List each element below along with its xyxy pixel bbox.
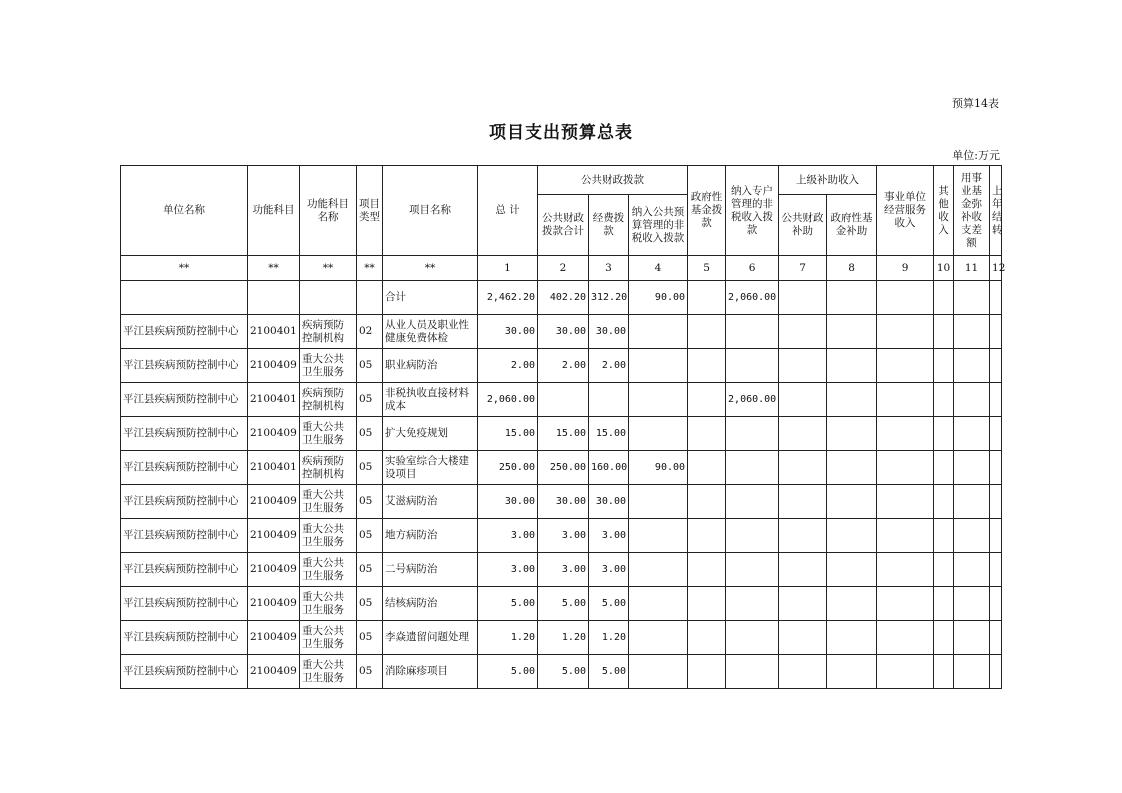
func-code-cell: 2100409	[248, 553, 300, 587]
budget-table	[120, 165, 1006, 689]
carryover-cell	[990, 553, 1002, 587]
func-code-cell: 2100409	[248, 621, 300, 655]
index-cell: **	[383, 256, 478, 281]
index-cell: 9	[877, 256, 934, 281]
proj-type-cell: 05	[357, 485, 383, 519]
total-nontax-public-cell: 90.00	[629, 281, 688, 315]
proj-name-cell: 地方病防治	[383, 519, 478, 553]
carryover-cell	[990, 519, 1002, 553]
total-cell: 2,462.20	[478, 281, 538, 315]
gov-fund-cell	[688, 451, 726, 485]
sup-gov-fund-cell	[827, 587, 877, 621]
unit-name-cell: 平江县疾病预防控制中心	[121, 383, 248, 417]
sup-public-cell	[779, 587, 827, 621]
gov-fund-cell	[688, 553, 726, 587]
index-cell: 1	[478, 256, 538, 281]
index-cell: **	[357, 256, 383, 281]
index-cell: 12	[990, 256, 1002, 281]
unit-name-cell: 平江县疾病预防控制中心	[121, 451, 248, 485]
table-row	[121, 553, 1002, 587]
table-row	[121, 383, 1002, 417]
proj-name-cell: 从业人员及职业性健康免费体检	[383, 315, 478, 349]
index-cell: 11	[954, 256, 990, 281]
fund-cover-cell	[954, 349, 990, 383]
header-unit-name: 单位名称	[121, 166, 248, 256]
header-other-income: 其他收入	[934, 166, 954, 256]
expense-cell: 3.00	[589, 519, 629, 553]
carryover-cell	[990, 451, 1002, 485]
nontax-special-cell: 2,060.00	[726, 383, 779, 417]
nontax-public-cell	[629, 417, 688, 451]
proj-name-cell: 职业病防治	[383, 349, 478, 383]
pf-total-cell	[538, 383, 589, 417]
fund-cover-cell	[954, 315, 990, 349]
expense-cell: 5.00	[589, 587, 629, 621]
header-total: 总 计	[478, 166, 538, 256]
pf-total-cell: 1.20	[538, 621, 589, 655]
carryover-cell	[990, 655, 1002, 689]
nontax-public-cell	[629, 315, 688, 349]
func-code-cell: 2100409	[248, 519, 300, 553]
fund-cover-cell	[954, 451, 990, 485]
unit-name-cell: 平江县疾病预防控制中心	[121, 315, 248, 349]
header-gov-fund: 政府性基金拨款	[688, 166, 726, 256]
fund-cover-cell	[954, 621, 990, 655]
other-income-cell	[934, 519, 954, 553]
sup-gov-fund-cell	[827, 553, 877, 587]
expense-cell: 1.20	[589, 621, 629, 655]
fund-cover-cell	[954, 655, 990, 689]
total-cell: 5.00	[478, 587, 538, 621]
header-proj-name: 项目名称	[383, 166, 478, 256]
header-business-income: 事业单位经营服务收入	[877, 166, 934, 256]
func-code-cell: 2100401	[248, 383, 300, 417]
total-label: 合计	[383, 281, 478, 315]
sup-public-cell	[779, 621, 827, 655]
header-carryover: 上年结转	[990, 166, 1002, 256]
table-row	[121, 315, 1002, 349]
table-row	[121, 451, 1002, 485]
business-income-cell	[877, 621, 934, 655]
func-code-cell: 2100409	[248, 587, 300, 621]
proj-type-cell: 05	[357, 349, 383, 383]
header-fund-cover: 用事业基金弥补收支差额	[954, 166, 990, 256]
nontax-special-cell	[726, 451, 779, 485]
func-code-cell: 2100409	[248, 485, 300, 519]
table-row	[121, 417, 1002, 451]
business-income-cell	[877, 383, 934, 417]
func-name-cell: 疾病预防控制机构	[300, 383, 357, 417]
pf-total-cell: 3.00	[538, 553, 589, 587]
carryover-cell	[990, 485, 1002, 519]
expense-cell: 2.00	[589, 349, 629, 383]
table-row	[121, 349, 1002, 383]
other-income-cell	[934, 553, 954, 587]
total-cell: 30.00	[478, 315, 538, 349]
unit-name-cell: 平江县疾病预防控制中心	[121, 519, 248, 553]
proj-type-cell: 05	[357, 621, 383, 655]
other-income-cell	[934, 417, 954, 451]
total-cell: 5.00	[478, 655, 538, 689]
carryover-cell	[990, 621, 1002, 655]
gov-fund-cell	[688, 417, 726, 451]
proj-name-cell: 消除麻疹项目	[383, 655, 478, 689]
pf-total-cell: 15.00	[538, 417, 589, 451]
expense-cell: 15.00	[589, 417, 629, 451]
gov-fund-cell	[688, 655, 726, 689]
other-income-cell	[934, 451, 954, 485]
gov-fund-cell	[688, 485, 726, 519]
unit-name-cell: 平江县疾病预防控制中心	[121, 485, 248, 519]
header-func-code: 功能科目	[248, 166, 300, 256]
header-proj-type: 项目类型	[357, 166, 383, 256]
proj-type-cell: 05	[357, 587, 383, 621]
nontax-special-cell	[726, 417, 779, 451]
proj-type-cell: 05	[357, 383, 383, 417]
fund-cover-cell	[954, 587, 990, 621]
header-expense-allot: 经费拨款	[589, 195, 629, 256]
pf-total-cell: 5.00	[538, 587, 589, 621]
business-income-cell	[877, 485, 934, 519]
func-name-cell: 重大公共卫生服务	[300, 417, 357, 451]
header-nontax-public: 纳入公共预算管理的非税收入拨款	[629, 195, 688, 256]
page-title: 项目支出预算总表	[489, 123, 633, 143]
sup-gov-fund-cell	[827, 417, 877, 451]
nontax-special-cell	[726, 315, 779, 349]
func-code-cell: 2100409	[248, 417, 300, 451]
func-code-cell: 2100409	[248, 349, 300, 383]
nontax-public-cell	[629, 485, 688, 519]
func-code-cell: 2100401	[248, 451, 300, 485]
sup-gov-fund-cell	[827, 519, 877, 553]
expense-cell	[589, 383, 629, 417]
proj-type-cell: 05	[357, 655, 383, 689]
nontax-special-cell	[726, 621, 779, 655]
sup-gov-fund-cell	[827, 383, 877, 417]
nontax-special-cell	[726, 655, 779, 689]
func-name-cell: 重大公共卫生服务	[300, 587, 357, 621]
carryover-cell	[990, 349, 1002, 383]
header-nontax-special: 纳入专户管理的非税收入拨款	[726, 166, 779, 256]
fund-cover-cell	[954, 383, 990, 417]
proj-type-cell: 05	[357, 451, 383, 485]
func-code-cell: 2100409	[248, 655, 300, 689]
sup-public-cell	[779, 349, 827, 383]
table-row	[121, 485, 1002, 519]
header-superior-subsidy: 上级补助收入	[779, 166, 877, 195]
func-name-cell: 重大公共卫生服务	[300, 553, 357, 587]
nontax-special-cell	[726, 349, 779, 383]
proj-name-cell: 实验室综合大楼建设项目	[383, 451, 478, 485]
gov-fund-cell	[688, 383, 726, 417]
total-cell: 3.00	[478, 553, 538, 587]
pf-total-cell: 3.00	[538, 519, 589, 553]
func-name-cell: 重大公共卫生服务	[300, 349, 357, 383]
sup-gov-fund-cell	[827, 349, 877, 383]
sup-public-cell	[779, 485, 827, 519]
header-public-finance: 公共财政拨款	[538, 166, 688, 195]
index-cell: **	[300, 256, 357, 281]
func-name-cell: 重大公共卫生服务	[300, 621, 357, 655]
pf-total-cell: 2.00	[538, 349, 589, 383]
other-income-cell	[934, 383, 954, 417]
gov-fund-cell	[688, 349, 726, 383]
nontax-public-cell: 90.00	[629, 451, 688, 485]
proj-type-cell: 02	[357, 315, 383, 349]
sup-gov-fund-cell	[827, 451, 877, 485]
nontax-public-cell	[629, 655, 688, 689]
sup-public-cell	[779, 519, 827, 553]
index-cell: 5	[688, 256, 726, 281]
fund-cover-cell	[954, 519, 990, 553]
sup-gov-fund-cell	[827, 485, 877, 519]
func-name-cell: 疾病预防控制机构	[300, 315, 357, 349]
func-code-cell: 2100401	[248, 315, 300, 349]
total-cell: 15.00	[478, 417, 538, 451]
index-row	[121, 256, 1002, 281]
nontax-public-cell	[629, 349, 688, 383]
table-row	[121, 519, 1002, 553]
proj-name-cell: 艾滋病防治	[383, 485, 478, 519]
carryover-cell	[990, 587, 1002, 621]
other-income-cell	[934, 349, 954, 383]
total-cell: 3.00	[478, 519, 538, 553]
business-income-cell	[877, 655, 934, 689]
carryover-cell	[990, 315, 1002, 349]
sup-public-cell	[779, 383, 827, 417]
index-cell: **	[121, 256, 248, 281]
proj-name-cell: 二号病防治	[383, 553, 478, 587]
func-name-cell: 重大公共卫生服务	[300, 655, 357, 689]
expense-cell: 30.00	[589, 315, 629, 349]
table-row	[121, 621, 1002, 655]
pf-total-cell: 30.00	[538, 315, 589, 349]
unit-label: 单位:万元	[952, 149, 1000, 162]
table-row	[121, 655, 1002, 689]
pf-total-cell: 5.00	[538, 655, 589, 689]
sup-public-cell	[779, 655, 827, 689]
nontax-special-cell	[726, 553, 779, 587]
other-income-cell	[934, 655, 954, 689]
proj-name-cell: 结核病防治	[383, 587, 478, 621]
proj-type-cell: 05	[357, 519, 383, 553]
sup-gov-fund-cell	[827, 621, 877, 655]
gov-fund-cell	[688, 315, 726, 349]
proj-type-cell: 05	[357, 417, 383, 451]
expense-cell: 160.00	[589, 451, 629, 485]
total-cell: 1.20	[478, 621, 538, 655]
func-name-cell: 疾病预防控制机构	[300, 451, 357, 485]
sup-public-cell	[779, 315, 827, 349]
carryover-cell	[990, 417, 1002, 451]
proj-name-cell: 扩大免疫规划	[383, 417, 478, 451]
total-cell: 2,060.00	[478, 383, 538, 417]
nontax-public-cell	[629, 553, 688, 587]
sup-public-cell	[779, 417, 827, 451]
index-cell: 7	[779, 256, 827, 281]
gov-fund-cell	[688, 519, 726, 553]
index-cell: 4	[629, 256, 688, 281]
business-income-cell	[877, 519, 934, 553]
sup-gov-fund-cell	[827, 315, 877, 349]
nontax-special-cell	[726, 587, 779, 621]
total-nontax-special-cell: 2,060.00	[726, 281, 779, 315]
header-sup-public: 公共财政补助	[779, 195, 827, 256]
proj-type-cell: 05	[357, 553, 383, 587]
nontax-special-cell	[726, 519, 779, 553]
index-cell: 10	[934, 256, 954, 281]
total-expense-cell: 312.20	[589, 281, 629, 315]
other-income-cell	[934, 315, 954, 349]
unit-name-cell: 平江县疾病预防控制中心	[121, 621, 248, 655]
nontax-public-cell	[629, 621, 688, 655]
unit-name-cell: 平江县疾病预防控制中心	[121, 587, 248, 621]
fund-cover-cell	[954, 485, 990, 519]
gov-fund-cell	[688, 621, 726, 655]
total-cell: 30.00	[478, 485, 538, 519]
pf-total-cell: 30.00	[538, 485, 589, 519]
other-income-cell	[934, 587, 954, 621]
business-income-cell	[877, 451, 934, 485]
nontax-public-cell	[629, 383, 688, 417]
nontax-public-cell	[629, 519, 688, 553]
unit-name-cell: 平江县疾病预防控制中心	[121, 349, 248, 383]
index-cell: 6	[726, 256, 779, 281]
func-name-cell: 重大公共卫生服务	[300, 485, 357, 519]
sup-gov-fund-cell	[827, 655, 877, 689]
gov-fund-cell	[688, 587, 726, 621]
index-cell: 2	[538, 256, 589, 281]
business-income-cell	[877, 553, 934, 587]
other-income-cell	[934, 621, 954, 655]
business-income-cell	[877, 417, 934, 451]
index-cell: 8	[827, 256, 877, 281]
table-row	[121, 587, 1002, 621]
total-cell: 250.00	[478, 451, 538, 485]
nontax-public-cell	[629, 587, 688, 621]
header-func-name: 功能科目名称	[300, 166, 357, 256]
pf-total-cell: 250.00	[538, 451, 589, 485]
total-gov-fund-cell	[688, 281, 726, 315]
sup-public-cell	[779, 451, 827, 485]
unit-name-cell: 平江县疾病预防控制中心	[121, 655, 248, 689]
index-cell: **	[248, 256, 300, 281]
total-row	[121, 281, 1002, 315]
func-name-cell: 重大公共卫生服务	[300, 519, 357, 553]
unit-name-cell: 平江县疾病预防控制中心	[121, 553, 248, 587]
sup-public-cell	[779, 553, 827, 587]
proj-name-cell: 李焱遗留问题处理	[383, 621, 478, 655]
index-cell: 3	[589, 256, 629, 281]
expense-cell: 3.00	[589, 553, 629, 587]
header-public-finance-total: 公共财政拨款合计	[538, 195, 589, 256]
business-income-cell	[877, 349, 934, 383]
fund-cover-cell	[954, 553, 990, 587]
header-sup-gov-fund: 政府性基金补助	[827, 195, 877, 256]
unit-name-cell: 平江县疾病预防控制中心	[121, 417, 248, 451]
total-cell: 2.00	[478, 349, 538, 383]
proj-name-cell: 非税执收直接材料成本	[383, 383, 478, 417]
fund-cover-cell	[954, 417, 990, 451]
total-pf-cell: 402.20	[538, 281, 589, 315]
business-income-cell	[877, 315, 934, 349]
nontax-special-cell	[726, 485, 779, 519]
business-income-cell	[877, 587, 934, 621]
doc-code: 预算14表	[952, 97, 999, 110]
other-income-cell	[934, 485, 954, 519]
expense-cell: 5.00	[589, 655, 629, 689]
carryover-cell	[990, 383, 1002, 417]
expense-cell: 30.00	[589, 485, 629, 519]
